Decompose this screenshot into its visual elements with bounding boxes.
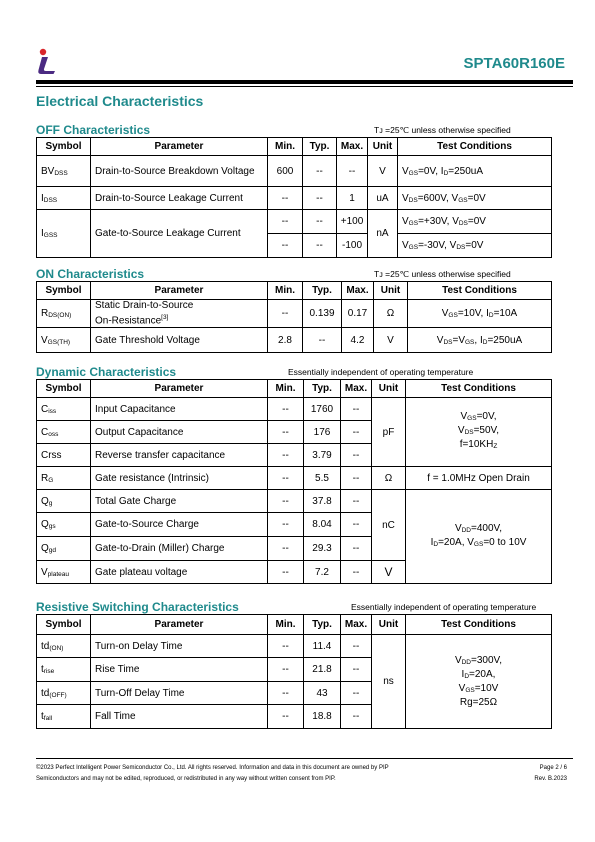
parameter-cell: Gate Threshold Voltage (91, 328, 268, 353)
symbol-cell: $t_{fall}$ (37, 705, 91, 729)
col-min: Min. (268, 380, 304, 398)
col-typ: Typ. (304, 615, 341, 635)
col-parameter: Parameter (91, 138, 268, 156)
table-header-row (37, 282, 552, 300)
parameter-cell: Static Drain-to-Source On-Resistance[3] (91, 300, 268, 328)
switching-characteristics-table (36, 614, 552, 729)
parameter-cell: Fall Time (91, 705, 268, 729)
typ-cell: 0.139 (303, 300, 342, 328)
max-cell: -- (341, 444, 372, 467)
col-parameter: Parameter (91, 282, 268, 300)
typ-cell: 5.5 (304, 467, 341, 490)
typ-cell: 18.8 (304, 705, 341, 729)
on-characteristics-table (36, 281, 552, 353)
parameter-cell: Output Capacitance (91, 421, 268, 444)
col-typ: Typ. (304, 380, 341, 398)
typ-cell: -- (303, 210, 337, 234)
col-parameter: Parameter (91, 615, 268, 635)
max-cell: 1 (337, 187, 368, 210)
symbol-cell: $C_{iss}$ (37, 398, 91, 421)
typ-cell: 8.04 (304, 513, 341, 537)
col-max: Max. (342, 282, 374, 300)
table-row (37, 467, 552, 490)
min-cell: -- (268, 537, 304, 561)
section-note: Tᴊ =25℃ unless otherwise specified (374, 269, 511, 279)
min-cell: -- (268, 682, 304, 705)
min-cell: -- (268, 490, 304, 513)
symbol-cell: $Q_g$ (37, 490, 91, 513)
max-cell: -- (341, 467, 372, 490)
max-cell: -- (341, 635, 372, 658)
col-unit: Unit (368, 138, 398, 156)
col-min: Min. (268, 138, 303, 156)
table-header-row (37, 615, 552, 635)
parameter-cell: Drain-to-Source Leakage Current (91, 187, 268, 210)
max-cell: -- (341, 705, 372, 729)
switching-characteristics-section (36, 600, 551, 729)
symbol-cell: $V_{plateau}$ (37, 561, 91, 584)
header-rule-thin (36, 86, 573, 87)
max-cell: -- (341, 398, 372, 421)
table-row (37, 635, 552, 658)
unit-cell: V (368, 156, 398, 187)
unit-cell: V (372, 561, 406, 584)
part-number: SPTA60R160E (463, 55, 565, 72)
symbol-cell: $R_{DS(ON)}$ (37, 300, 91, 328)
max-cell: 0.17 (342, 300, 374, 328)
typ-cell: 1760 (304, 398, 341, 421)
col-min: Min. (268, 615, 304, 635)
unit-cell: uA (368, 187, 398, 210)
footer-copyright: ©2023 Perfect Intelligent Power Semiconductor Co., Ltd. All rights reserved. Information and data in this document are owned by PIP (36, 765, 389, 771)
min-cell: -- (268, 398, 304, 421)
symbol-cell: $C_{oss}$ (37, 421, 91, 444)
dynamic-characteristics-table (36, 379, 552, 584)
conditions-cell: $V_{GS}=0V$, $V_{DS}=50V$, $f=10KH_Z$ (406, 398, 552, 467)
typ-cell: 21.8 (304, 658, 341, 682)
max-cell: -- (337, 156, 368, 187)
section-note: Essentially independent of operating temperature (351, 602, 537, 612)
parameter-cell: Gate resistance (Intrinsic) (91, 467, 268, 490)
typ-cell: -- (303, 156, 337, 187)
col-symbol: Symbol (37, 380, 91, 398)
footer-notice: Semiconductors and may not be edited, reproduced, or redistributed in any way without written consent from PIP. (36, 776, 336, 782)
conditions-cell: f = 1.0MHz Open Drain (406, 467, 552, 490)
min-cell: -- (268, 561, 304, 584)
typ-cell: 7.2 (304, 561, 341, 584)
unit-cell: pF (372, 398, 406, 467)
min-cell: 2.8 (268, 328, 303, 353)
parameter-cell: Gate-to-Drain (Miller) Charge (91, 537, 268, 561)
off-characteristics-section (36, 123, 551, 258)
table-row (37, 187, 552, 210)
unit-cell: nC (372, 490, 406, 561)
symbol-cell: $I_{GSS}$ (37, 210, 91, 258)
conditions-cell: $V_{DS}=600V$, $V_{GS}=0V$ (398, 187, 552, 210)
min-cell: -- (268, 467, 304, 490)
conditions-cell: $V_{GS}=+30V$, $V_{DS}=0V$ (398, 210, 552, 234)
parameter-cell: Turn-Off Delay Time (91, 682, 268, 705)
symbol-cell: $Q_{gs}$ (37, 513, 91, 537)
table-row (37, 300, 552, 328)
typ-cell: -- (303, 234, 337, 258)
col-typ: Typ. (303, 282, 342, 300)
typ-cell: -- (303, 328, 342, 353)
col-max: Max. (341, 615, 372, 635)
max-cell: +100 (337, 210, 368, 234)
max-cell: -100 (337, 234, 368, 258)
col-conditions: Test Conditions (406, 380, 552, 398)
unit-cell: V (374, 328, 408, 353)
conditions-cell: $V_{DD}=300V$, $I_D=20A$, $V_{GS}=10V$ Rg=25Ω (406, 635, 552, 729)
typ-cell: 176 (304, 421, 341, 444)
parameter-cell: Input Capacitance (91, 398, 268, 421)
min-cell: -- (268, 421, 304, 444)
table-header-row (37, 138, 552, 156)
col-symbol: Symbol (37, 138, 91, 156)
col-unit: Unit (372, 615, 406, 635)
max-cell: 4.2 (342, 328, 374, 353)
parameter-cell: Gate-to-Source Charge (91, 513, 268, 537)
section-note: Essentially independent of operating temperature (288, 367, 474, 377)
max-cell: -- (341, 658, 372, 682)
page-title: Electrical Characteristics (36, 93, 204, 109)
min-cell: -- (268, 635, 304, 658)
parameter-cell: Drain-to-Source Breakdown Voltage (91, 156, 268, 187)
table-row (37, 210, 552, 234)
typ-cell: 29.3 (304, 537, 341, 561)
parameter-cell: Gate plateau voltage (91, 561, 268, 584)
conditions-cell: $V_{DS}=V_{GS}$, $I_D=250uA$ (408, 328, 552, 353)
section-title: ON Characteristics (36, 267, 145, 281)
symbol-cell: $Q_{gd}$ (37, 537, 91, 561)
col-symbol: Symbol (37, 282, 91, 300)
col-conditions: Test Conditions (398, 138, 552, 156)
conditions-cell: $V_{GS}=0V$, $I_D=250uA$ (398, 156, 552, 187)
typ-cell: 37.8 (304, 490, 341, 513)
col-unit: Unit (372, 380, 406, 398)
min-cell: -- (268, 300, 303, 328)
symbol-cell: Crss (37, 444, 91, 467)
col-max: Max. (337, 138, 368, 156)
header-rule-thick (36, 80, 573, 84)
min-cell: -- (268, 444, 304, 467)
col-parameter: Parameter (91, 380, 268, 398)
min-cell: -- (268, 210, 303, 234)
parameter-cell: Turn-on Delay Time (91, 635, 268, 658)
max-cell: -- (341, 561, 372, 584)
max-cell: -- (341, 490, 372, 513)
col-max: Max. (341, 380, 372, 398)
min-cell: -- (268, 658, 304, 682)
min-cell: -- (268, 513, 304, 537)
min-cell: -- (268, 705, 304, 729)
parameter-cell: Rise Time (91, 658, 268, 682)
conditions-cell: $V_{GS}=-30V$, $V_{DS}=0V$ (398, 234, 552, 258)
parameter-cell: Total Gate Charge (91, 490, 268, 513)
min-cell: -- (268, 187, 303, 210)
on-characteristics-section (36, 267, 551, 353)
conditions-cell: $V_{DD}=400V$, $I_D=20A$, $V_{GS}=0$ to 10V (406, 490, 552, 584)
max-cell: -- (341, 537, 372, 561)
off-characteristics-table (36, 137, 552, 258)
company-logo-icon (36, 48, 58, 74)
section-note: Tᴊ =25℃ unless otherwise specified (374, 125, 511, 135)
symbol-cell: $V_{GS(TH)}$ (37, 328, 91, 353)
section-title: OFF Characteristics (36, 123, 151, 137)
parameter-cell: Gate-to-Source Leakage Current (91, 210, 268, 258)
symbol-cell: $td_{(OFF)}$ (37, 682, 91, 705)
col-min: Min. (268, 282, 303, 300)
table-row (37, 398, 552, 421)
typ-cell: -- (303, 187, 337, 210)
section-title: Dynamic Characteristics (36, 365, 177, 379)
unit-cell: Ω (372, 467, 406, 490)
symbol-cell: $BV_{DSS}$ (37, 156, 91, 187)
max-cell: -- (341, 421, 372, 444)
min-cell: 600 (268, 156, 303, 187)
symbol-cell: $I_{DSS}$ (37, 187, 91, 210)
unit-cell: nA (368, 210, 398, 258)
footer-rule (36, 758, 573, 759)
dynamic-characteristics-section (36, 365, 551, 584)
symbol-cell: $t_{rise}$ (37, 658, 91, 682)
col-unit: Unit (374, 282, 408, 300)
min-cell: -- (268, 234, 303, 258)
table-header-row (37, 380, 552, 398)
col-conditions: Test Conditions (408, 282, 552, 300)
page-number: Page 2 / 6 (539, 765, 567, 771)
section-title: Resistive Switching Characteristics (36, 600, 239, 614)
col-typ: Typ. (303, 138, 337, 156)
footer (36, 763, 567, 785)
typ-cell: 11.4 (304, 635, 341, 658)
col-conditions: Test Conditions (406, 615, 552, 635)
revision: Rev. B.2023 (534, 776, 567, 782)
col-symbol: Symbol (37, 615, 91, 635)
symbol-cell: $td_{(ON)}$ (37, 635, 91, 658)
parameter-cell: Reverse transfer capacitance (91, 444, 268, 467)
typ-cell: 3.79 (304, 444, 341, 467)
table-row (37, 490, 552, 513)
symbol-cell: $R_G$ (37, 467, 91, 490)
unit-cell: ns (372, 635, 406, 729)
conditions-cell: $V_{GS}=10V$, $I_D=10A$ (408, 300, 552, 328)
typ-cell: 43 (304, 682, 341, 705)
unit-cell: Ω (374, 300, 408, 328)
table-row (37, 156, 552, 187)
max-cell: -- (341, 682, 372, 705)
table-row (37, 328, 552, 353)
max-cell: -- (341, 513, 372, 537)
